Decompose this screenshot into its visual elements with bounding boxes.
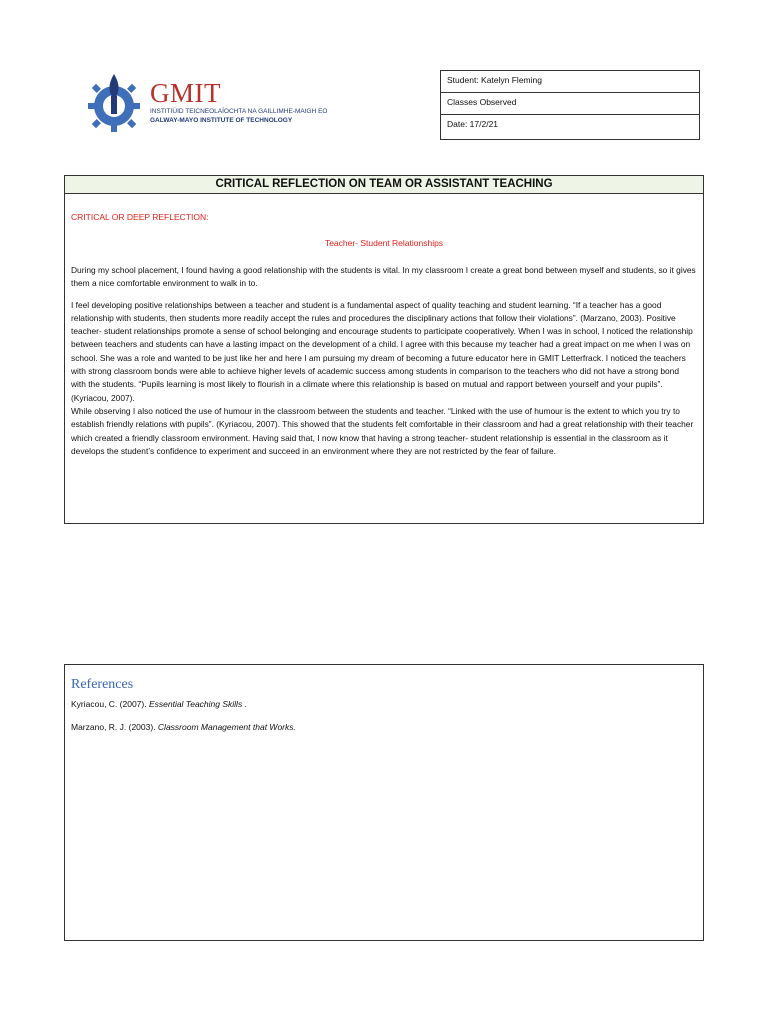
logo-wordmark: GMIT [150, 78, 221, 108]
body-paragraph: I feel developing positive relationships between a teacher and student is a fundamental aspect of quality teaching and student learning. “If a teacher has a good relationship with students, then students more readily accept the rules and procedures the disciplinary actions that follow their violations”. (Marzano, 2003). Positive teacher- student relationships promote a sense of school belonging and encourage students to participate cooperatively. When I was in school, I noticed the relationship between teachers and students can have a lasting impact on the development of a child. I agree with this because my teacher had a great impact on me when I was on school. She was a role and wanted to be just like her and here I am pursuing my dream of becoming a future educator here in GMIT Letterfrack. I noticed the teachers with strong classroom bonds were able to achieve higher levels of academic success among students in comparison to the teachers who did not have a strong bond with the students. “Pupils learning is most likely to flourish in a climate where this relationship is based on mutual and rapport between yourself and your pupils”. (Kyriacou, 2007). [71, 299, 693, 403]
body-paragraph: During my school placement, I found having a good relationship with the students is vital. In my classroom I create a great bond between myself and students, so it gives them a nice comfortable environment to walk in to. [71, 265, 696, 289]
reference-entry [71, 722, 296, 732]
reference-author: Kyriacou, C. (2007). [71, 699, 149, 709]
body-paragraph: While observing I also noticed the use of humour in the classroom between the students and teacher. “Linked with the use of humour is the extent to which you try to establish friendly relations with pupils”. (Kyriacou, 2007). This showed that the students felt comfortable in their classroom and had a great relationship with their teacher which created a friendly classroom environment. Having said that, I now know that having a strong teacher- student relationship is essential in the classroom as it develops the student’s confidence to experiment and succeed in an environment where they are not restricted by the fear of failure. [71, 405, 694, 456]
references-section [64, 664, 704, 941]
logo-english-name: GALWAY-MAYO INSTITUTE OF TECHNOLOGY [150, 117, 293, 124]
reflection-body [71, 264, 696, 458]
date-row: Date: 17/2/21 [447, 119, 499, 129]
reflection-subtitle: Teacher- Student Relationships [324, 238, 444, 248]
references-title: References [71, 677, 134, 692]
reference-entry [71, 699, 247, 709]
reference-author: Marzano, R. J. (2003). [71, 722, 158, 732]
reference-tail: . [242, 699, 247, 709]
logo-irish-name: INSTITIÚID TEICNEOLAÍOCHTA NA GAILLIMHE-MAIGH EO [150, 108, 328, 115]
critical-reflection-section [64, 175, 704, 524]
classes-observed-row: Classes Observed [441, 93, 699, 115]
student-info-table [440, 70, 700, 140]
reference-work: Essential Teaching Skills [148, 699, 243, 709]
reflection-label: CRITICAL OR DEEP REFLECTION: [71, 212, 209, 222]
section-title: CRITICAL REFLECTION ON TEAM OR ASSISTANT TEACHING [65, 176, 703, 194]
student-name-row: Student: Katelyn Fleming [441, 71, 699, 93]
reference-work: Classroom Management that Works. [157, 722, 296, 732]
gmit-emblem-icon [78, 70, 150, 132]
gmit-logo [78, 70, 370, 132]
